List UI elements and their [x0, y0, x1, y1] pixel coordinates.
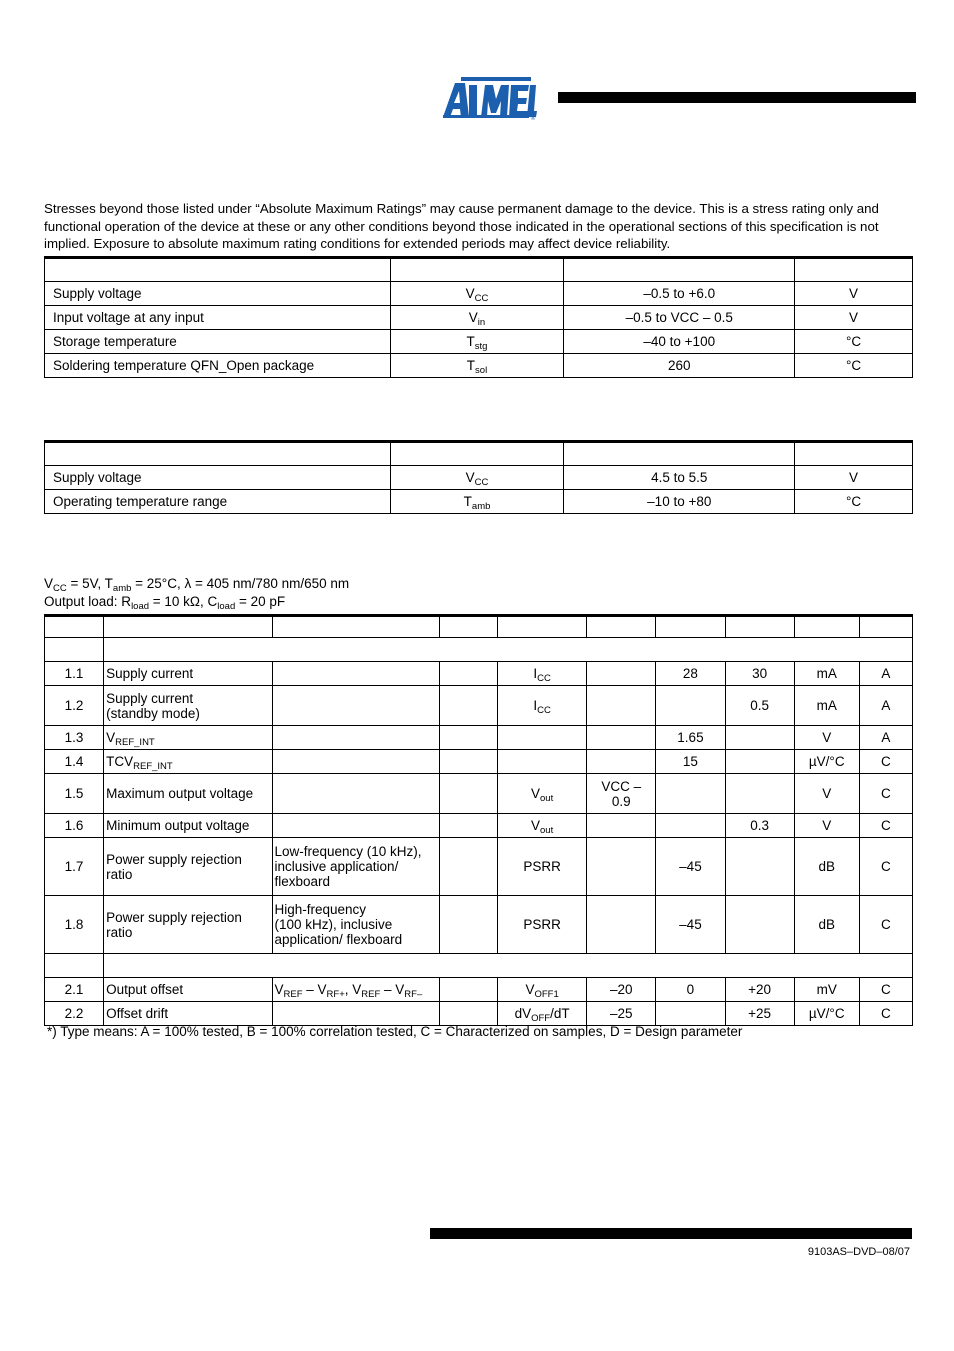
- atmel-logo: [441, 75, 537, 121]
- symbol-cell: $V_{out}$: [498, 814, 587, 838]
- max-cell: +20: [725, 978, 794, 1002]
- value-cell: –0.5 to +6.0: [564, 282, 795, 306]
- table-header-row: [45, 442, 913, 466]
- min-cell: –20: [587, 978, 656, 1002]
- param-cell: Minimum output voltage: [104, 814, 272, 838]
- section-row: [45, 954, 913, 978]
- symbol-cell: $V_{CC}$: [390, 282, 564, 306]
- intro-paragraph: Stresses beyond those listed under “Absolute Maximum Ratings” may cause permanent damage to the device. This is a stress rating only and functional operation of the device at these or any other conditions beyond those indicated in the operational sections of this specification is not implied. Exposure to absolute maximum rating conditions for extended periods may affect device reliability.: [44, 201, 879, 251]
- document-reference: 9103AS–DVD–08/07: [807, 1246, 910, 1258]
- table-row: [45, 1002, 913, 1026]
- param-cell: Operating temperature range: [45, 490, 391, 514]
- value-cell: –0.5 to VCC – 0.5: [564, 306, 795, 330]
- row-number: 1.4: [45, 750, 104, 774]
- condition-cell: High-frequency (100 kHz), inclusive application/ flexboard: [272, 896, 439, 954]
- unit-cell: V: [795, 306, 913, 330]
- operating-range-table: [44, 440, 913, 514]
- table-row: [45, 814, 913, 838]
- unit-cell: V: [794, 726, 859, 750]
- symbol-cell: $I_{CC}$: [498, 662, 587, 686]
- table-row: [45, 838, 913, 896]
- table-row: [45, 686, 913, 726]
- value-cell: 4.5 to 5.5: [564, 466, 795, 490]
- table-row: [45, 662, 913, 686]
- conditions-line-2: Output load: $R_{load} = 10$ kΩ, $C_{load} = 20$ pF: [44, 594, 286, 612]
- symbol-cell: PSRR: [498, 896, 587, 954]
- row-number: 1.5: [45, 774, 104, 814]
- unit-cell: dB: [794, 838, 859, 896]
- table-row: [45, 750, 913, 774]
- row-number: 1.7: [45, 838, 104, 896]
- param-cell: Output offset: [104, 978, 272, 1002]
- unit-cell: dB: [794, 896, 859, 954]
- row-number: 1.6: [45, 814, 104, 838]
- section-row: [45, 638, 913, 662]
- type-cell: C: [859, 896, 912, 954]
- unit-cell: °C: [795, 354, 913, 378]
- row-number: 2.2: [45, 1002, 104, 1026]
- typ-cell: 0: [656, 978, 725, 1002]
- max-cell: +25: [725, 1002, 794, 1026]
- logo-text: ATMEL: [441, 75, 445, 76]
- type-cell: C: [859, 774, 912, 814]
- unit-cell: V: [795, 466, 913, 490]
- max-cell: 0.3: [725, 814, 794, 838]
- symbol-cell: $T_{sol}$: [390, 354, 564, 378]
- type-cell: C: [859, 978, 912, 1002]
- typ-cell: –45: [656, 838, 725, 896]
- symbol-cell: $V_{out}$: [498, 774, 587, 814]
- unit-cell: V: [794, 814, 859, 838]
- row-number: 2.1: [45, 978, 104, 1002]
- table-row: [45, 774, 913, 814]
- param-cell: $V_{REF\_INT}$: [104, 726, 272, 750]
- param-cell: Supply current (standby mode): [104, 686, 272, 726]
- type-cell: C: [859, 838, 912, 896]
- row-number: 1.3: [45, 726, 104, 750]
- typ-cell: –45: [656, 896, 725, 954]
- param-cell: Supply voltage: [45, 466, 391, 490]
- type-cell: A: [859, 726, 912, 750]
- table-row: [45, 282, 913, 306]
- unit-cell: µV/°C: [794, 750, 859, 774]
- table-row: [45, 978, 913, 1002]
- absolute-max-table: [44, 256, 913, 378]
- condition-cell: Low-frequency (10 kHz), inclusive application/ flexboard: [272, 838, 439, 896]
- param-cell: Supply current: [104, 662, 272, 686]
- type-cell: C: [859, 814, 912, 838]
- test-conditions: [44, 575, 349, 611]
- table-row: [45, 726, 913, 750]
- param-cell: Power supply rejection ratio: [104, 896, 272, 954]
- row-number: 1.1: [45, 662, 104, 686]
- condition-cell: $V_{REF} - V_{RF+}$, $V_{REF} - V_{RF-}$: [272, 978, 439, 1002]
- typ-cell: 28: [656, 662, 725, 686]
- value-cell: –10 to +80: [564, 490, 795, 514]
- unit-cell: µV/°C: [794, 1002, 859, 1026]
- param-cell: $TCV_{REF\_INT}$: [104, 750, 272, 774]
- unit-cell: V: [795, 282, 913, 306]
- min-cell: –25: [587, 1002, 656, 1026]
- table-row: [45, 330, 913, 354]
- param-cell: Supply voltage: [45, 282, 391, 306]
- table-row: [45, 354, 913, 378]
- value-cell: 260: [564, 354, 795, 378]
- table-header-row: [45, 616, 913, 638]
- symbol-cell: $T_{stg}$: [390, 330, 564, 354]
- max-cell: 30: [725, 662, 794, 686]
- unit-cell: mV: [794, 978, 859, 1002]
- typ-cell: 1.65: [656, 726, 725, 750]
- type-cell: A: [859, 662, 912, 686]
- table-row: [45, 306, 913, 330]
- param-cell: Storage temperature: [45, 330, 391, 354]
- param-cell: Offset drift: [104, 1002, 272, 1026]
- row-number: 1.8: [45, 896, 104, 954]
- type-cell: C: [859, 750, 912, 774]
- table-row: [45, 490, 913, 514]
- symbol-cell: $dV_{OFF}/dT$: [498, 1002, 587, 1026]
- table-row: [45, 896, 913, 954]
- param-cell: Input voltage at any input: [45, 306, 391, 330]
- svg-text:®: ®: [530, 115, 536, 121]
- unit-cell: mA: [794, 686, 859, 726]
- symbol-cell: $V_{OFF1}$: [498, 978, 587, 1002]
- row-number: 1.2: [45, 686, 104, 726]
- symbol-cell: PSRR: [498, 838, 587, 896]
- typ-cell: 15: [656, 750, 725, 774]
- symbol-cell: $V_{in}$: [390, 306, 564, 330]
- min-cell: VCC – 0.9: [587, 774, 656, 814]
- table-header-row: [45, 258, 913, 282]
- footer-rule: [430, 1228, 912, 1239]
- table-row: [45, 466, 913, 490]
- symbol-cell: $I_{CC}$: [498, 686, 587, 726]
- type-cell: A: [859, 686, 912, 726]
- conditions-line-1: $V_{CC} = 5V$, $T_{amb} = 25^\circ C$, λ = 405 nm/780 nm/650 nm: [44, 576, 350, 594]
- param-cell: Power supply rejection ratio: [104, 838, 272, 896]
- symbol-cell: $V_{CC}$: [390, 466, 564, 490]
- electrical-characteristics-table: [44, 614, 913, 1026]
- footnote: *) Type means: A = 100% tested, B = 100% correlation tested, C = Characterized on samples, D = Design parameter: [47, 1024, 743, 1039]
- symbol-cell: $T_{amb}$: [390, 490, 564, 514]
- max-cell: 0.5: [725, 686, 794, 726]
- unit-cell: °C: [795, 330, 913, 354]
- param-cell: Maximum output voltage: [104, 774, 272, 814]
- value-cell: –40 to +100: [564, 330, 795, 354]
- param-cell: Soldering temperature QFN_Open package: [45, 354, 391, 378]
- unit-cell: °C: [795, 490, 913, 514]
- unit-cell: mA: [794, 662, 859, 686]
- unit-cell: V: [794, 774, 859, 814]
- type-cell: C: [859, 1002, 912, 1026]
- header-rule: [558, 92, 916, 103]
